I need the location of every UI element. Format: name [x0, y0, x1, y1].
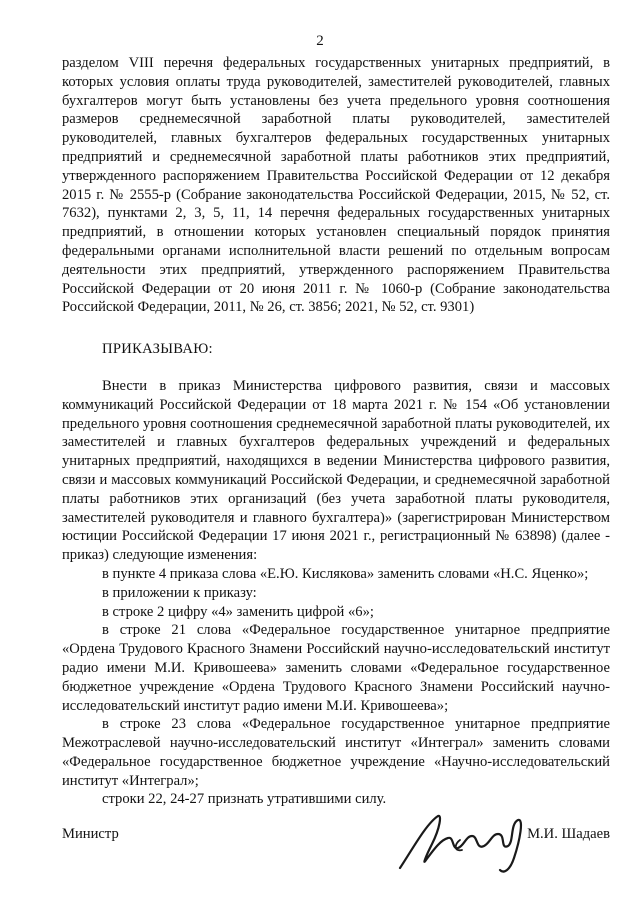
order-item-row-21: в строке 21 слова «Федеральное государственное унитарное предприятие «Ордена Трудового Красного Знамени Российский научно-исследовательский институт радио имени М.И. Кривошеева» заменить словами «Федеральное государственное бюджетное учреждение «Ордена Трудового Красного Знамени Российский научно-исследовательский институт радио имени М.И. Кривошеева»;	[62, 622, 610, 714]
signatory-title: Министр	[62, 826, 119, 842]
order-item-point-4: в пункте 4 приказа слова «Е.Ю. Кислякова» заменить словами «Н.С. Яценко»;	[102, 565, 589, 582]
order-item-row-2: в строке 2 цифру «4» заменить цифрой «6»;	[102, 603, 374, 620]
document-body	[62, 54, 610, 809]
orders-heading: ПРИКАЗЫВАЮ:	[102, 341, 213, 358]
order-paragraph-main: Внести в приказ Министерства цифрового развития, связи и массовых коммуникаций Российской Федерации от 18 марта 2021 г. № 154 «Об установлении предельного уровня соотношения среднемесячной заработной платы руководителей, их заместителей и главных бухгалтеров федеральных учреждений и федеральных унитарных предприятий, находящихся в ведении Министерства цифрового развития, связи и массовых коммуникаций Российской Федерации, и среднемесячной заработной платы работников этих организаций (без учета заработной платы руководителя, заместителей руководителя и главного бухгалтера)» (зарегистрирован Министерством юстиции Российской Федерации 17 июня 2021 г., регистрационный № 63898) (далее - приказ) следующие изменения:	[62, 377, 610, 564]
signature-block	[62, 810, 610, 880]
order-item-appendix: в приложении к приказу:	[102, 584, 257, 601]
handwritten-signature-icon	[392, 810, 542, 878]
page-number: 2	[316, 33, 324, 49]
order-item-rows-void: строки 22, 24-27 признать утратившими силу.	[102, 791, 387, 808]
signatory-name: М.И. Шадаев	[527, 826, 610, 842]
order-item-row-23: в строке 23 слова «Федеральное государственное унитарное предприятие Межотраслевой научно-исследовательский институт «Интеграл» заменить словами «Федеральное государственное бюджетное учреждение «Научно-исследовательский институт «Интеграл»;	[62, 716, 610, 789]
preamble-paragraph: разделом VIII перечня федеральных государственных унитарных предприятий, в которых условия оплаты труда руководителей, заместителей руководителей, главных бухгалтеров могут быть установлены без учета предельного уровня соотношения размеров среднемесячной заработной платы руководителей, заместителей руководителей, главных бухгалтеров федеральных государственных унитарных предприятий и среднемесячной заработной платы работников этих предприятий, утвержденного распоряжением Правительства Российской Федерации от 12 декабря 2015 г. № 2555-р (Собрание законодательства Российской Федерации, 2015, № 52, ст. 7632), пунктами 2, 3, 5, 11, 14 перечня федеральных государственных унитарных предприятий, в отношении которых установлен специальный порядок принятия федеральными органами исполнительной власти решений по отдельным вопросам деятельности этих предприятий, утвержденного распоряжением Правительства Российской Федерации от 20 июня 2011 г. № 1060-р (Собрание законодательства Российской Федерации, 2011, № 26, ст. 3856; 2021, № 52, ст. 9301)	[62, 55, 610, 316]
